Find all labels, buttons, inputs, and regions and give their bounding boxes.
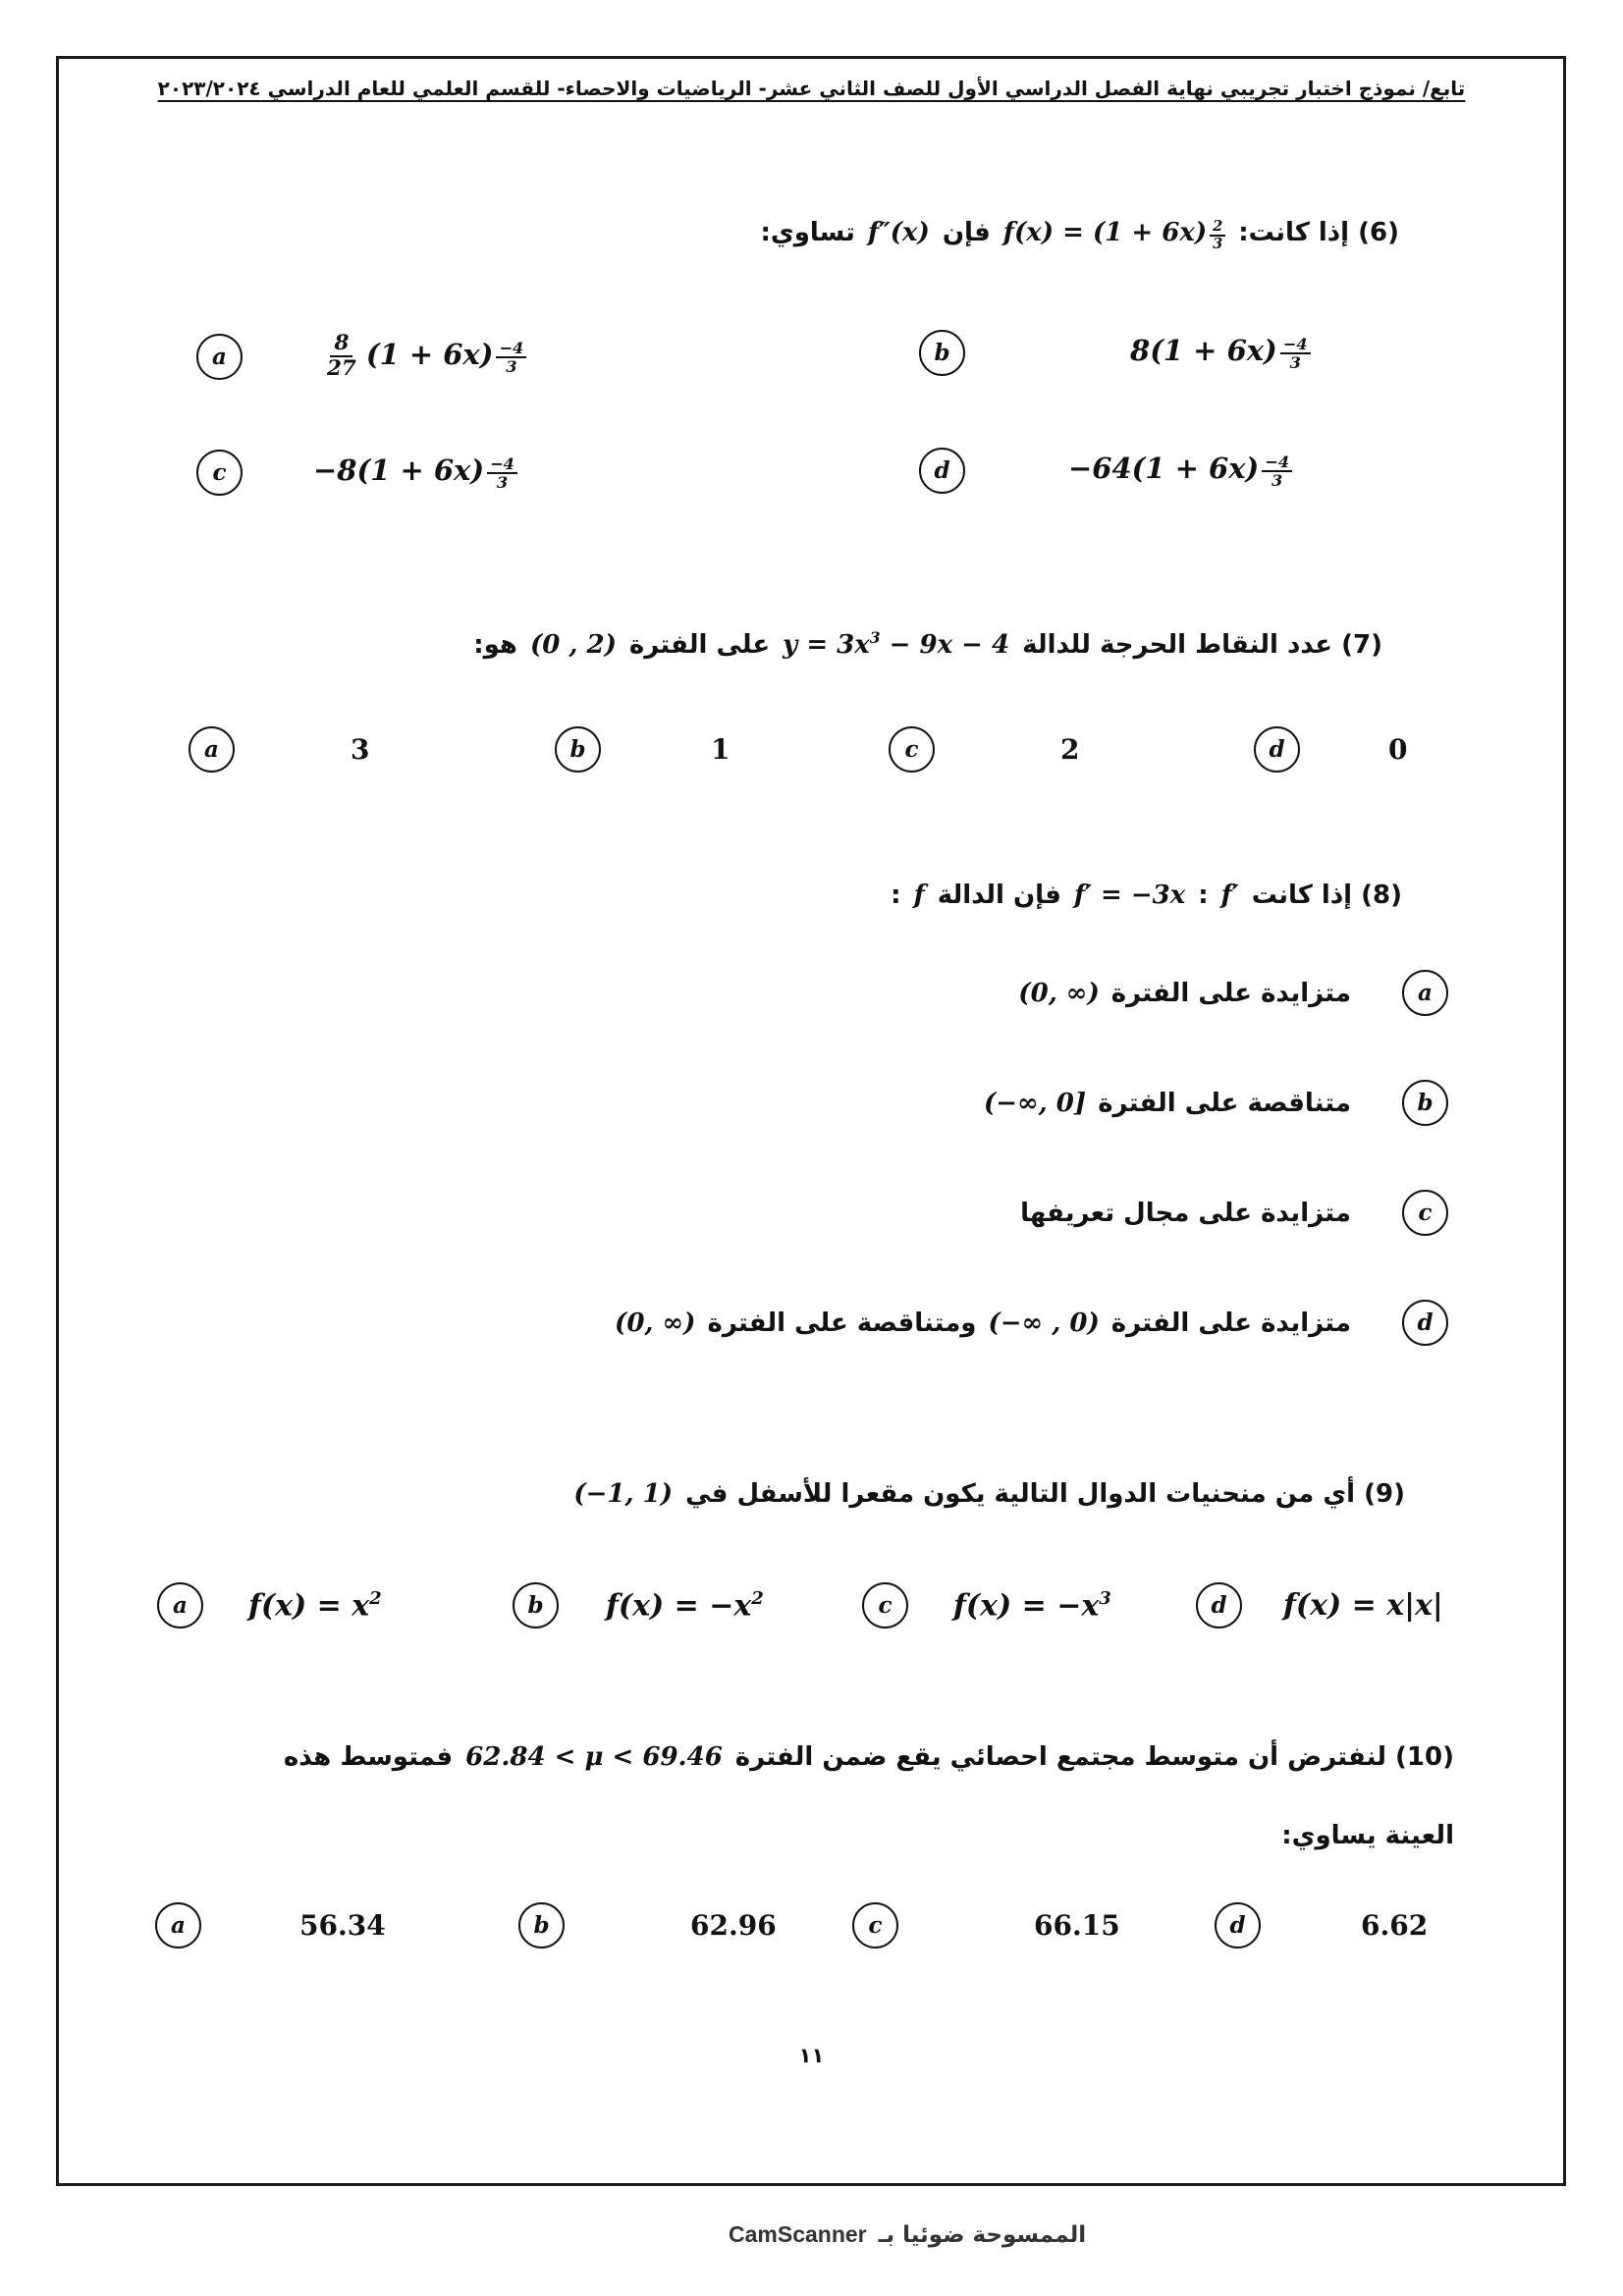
q7-option-b-circle (555, 726, 601, 773)
q8-option-b-circle (1402, 1080, 1448, 1126)
q6-function-formula (1003, 218, 1225, 251)
q8-option-b-interval: (−∞, 0] (983, 1088, 1087, 1118)
exponent: 2 (369, 1587, 382, 1609)
option-letter: d (1229, 1912, 1246, 1939)
q7-option-a (189, 726, 369, 773)
q7-option-d (1254, 726, 1407, 773)
q9-option-d-formula: f(x) = x|x| (1283, 1588, 1443, 1623)
exponent-fraction: $\frac{-4}{3}$ (487, 455, 517, 492)
option-letter: d (934, 457, 950, 484)
option-letter: c (212, 459, 227, 486)
q10-inequality: 62.84 < μ < 69.46 (465, 1742, 723, 1772)
option-letter: d (1269, 736, 1285, 763)
q6-option-a-circle (196, 334, 243, 380)
exponent-fraction: $\frac{2}{3}$ (1210, 219, 1225, 251)
q6-option-c (196, 450, 517, 496)
q8-option-d-interval-1: (−∞ , 0) (988, 1308, 1100, 1338)
q8-option-a-text: متزايدة على الفترة (0, ∞) (1018, 978, 1351, 1008)
q9-option-d-circle (1196, 1582, 1242, 1629)
q8-option-a (1018, 970, 1448, 1016)
q10-option-b-circle (518, 1902, 565, 1949)
q7-option-b (555, 726, 730, 773)
q7-option-a-value: 3 (351, 733, 370, 766)
q7-text-c: هو: (473, 630, 517, 661)
q6-option-b-formula: 8(1 + 6x) $\frac{-4}{3}$ (1130, 334, 1311, 372)
q6-option-b-circle (919, 330, 965, 376)
option-letter: b (533, 1912, 550, 1939)
q9-option-b-circle (513, 1582, 559, 1629)
q7-interval: (0 , 2) (529, 630, 617, 661)
q8-option-c (1020, 1190, 1448, 1236)
option-letter: c (1418, 1200, 1433, 1226)
q8-option-b (984, 1080, 1448, 1126)
question-7-stem (473, 628, 1382, 660)
q6-option-c-formula: −8(1 + 6x) $\frac{-4}{3}$ (313, 454, 517, 492)
q10-text-c: العينة يساوي: (1281, 1821, 1454, 1850)
q6-option-a (196, 332, 526, 381)
camscanner-brand: CamScanner (729, 2221, 867, 2247)
q6-option-d-circle (919, 448, 965, 494)
q8-option-b-text: متناقصة على الفترة (−∞, 0] (983, 1088, 1351, 1118)
exponent: 3 (1099, 1587, 1111, 1609)
page-number: ١١ (798, 2044, 825, 2067)
option-letter: d (1417, 1309, 1434, 1336)
q6-option-d-formula: −64(1 + 6x) $\frac{-4}{3}$ (1068, 452, 1292, 490)
q9-option-a (157, 1582, 382, 1629)
q7-option-c-circle (889, 726, 935, 773)
q9-text: (9) أي من منحنيات الدوال التالية يكون مقعرا للأسفل في (685, 1479, 1405, 1509)
option-letter: c (878, 1592, 893, 1619)
q6-middle-text: فإن (942, 218, 991, 247)
question-10-stem-line2 (1281, 1821, 1454, 1850)
question-9-stem (573, 1479, 1405, 1509)
q8-option-d (615, 1300, 1448, 1346)
q7-option-a-circle (189, 726, 235, 773)
q7-option-c-value: 2 (1060, 733, 1080, 766)
q8-separator: : (1198, 881, 1209, 910)
option-letter: a (204, 736, 219, 763)
q9-option-a-formula: $f(x) = x^2$ (248, 1587, 382, 1624)
exponent-fraction: $\frac{-4}{3}$ (1262, 454, 1292, 490)
q8-f: f (913, 881, 925, 910)
q8-colon: : (891, 881, 901, 910)
q6-intro-text: (6) إذا كانت: (1238, 218, 1399, 247)
q10-option-a (155, 1902, 386, 1949)
q9-option-d (1196, 1582, 1443, 1629)
q10-option-d-circle (1215, 1902, 1261, 1949)
q9-option-b-formula: $f(x) = -x^2$ (606, 1587, 764, 1624)
option-letter: a (171, 1912, 186, 1939)
option-letter: c (904, 736, 919, 763)
option-letter: a (173, 1592, 188, 1619)
q9-option-a-circle (157, 1582, 203, 1629)
q9-option-b (513, 1582, 764, 1629)
q8-option-c-circle (1402, 1190, 1448, 1236)
q7-text-a: (7) عدد النقاط الحرجة للدالة (1022, 630, 1382, 661)
option-letter: d (1211, 1592, 1227, 1619)
q10-text-b: فمتوسط هذه (283, 1742, 454, 1772)
q10-option-d-value: 6.62 (1361, 1909, 1429, 1942)
q8-option-a-interval: (0, ∞) (1018, 978, 1100, 1008)
q10-option-b-value: 62.96 (690, 1909, 777, 1942)
q10-option-c (852, 1902, 1120, 1949)
q8-option-d-circle (1402, 1300, 1448, 1346)
option-letter: b (934, 340, 950, 366)
option-letter: a (1418, 980, 1433, 1006)
question-6-stem (761, 218, 1399, 251)
q10-option-b (518, 1902, 777, 1949)
option-letter: b (527, 1592, 544, 1619)
q7-function-formula: $y = 3x^3 - 9x - 4$ (783, 628, 1010, 661)
option-letter: c (868, 1912, 883, 1939)
q8-fprime: f′ (1220, 881, 1239, 910)
q8-derivative-formula: f′ = −3x (1073, 881, 1186, 910)
question-10-stem-line1 (284, 1742, 1454, 1772)
q6-outro-text: تساوي: (760, 218, 855, 247)
coefficient-fraction: $\frac{8}{27}$ (327, 331, 356, 382)
q7-option-d-value: 0 (1388, 733, 1408, 766)
q10-option-a-value: 56.34 (299, 1909, 386, 1942)
q9-interval: (−1, 1) (573, 1479, 674, 1509)
q8-option-d-text: متزايدة على الفترة (−∞ , 0) ومتناقصة على الفترة (0, ∞) (615, 1308, 1351, 1338)
q8-text-b: فإن الدالة (937, 881, 1061, 910)
q7-option-c (889, 726, 1079, 773)
q7-text-b: على الفترة (628, 630, 771, 661)
q6-option-c-circle (196, 450, 243, 496)
q10-text-a: (10) لنفترض أن متوسط مجتمع احصائي يقع ضمن الفترة (734, 1742, 1454, 1772)
exponent-fraction: $\frac{-4}{3}$ (496, 340, 526, 376)
q10-option-d (1215, 1902, 1428, 1949)
q7-option-b-value: 1 (711, 733, 730, 766)
option-letter: b (1417, 1090, 1434, 1116)
q9-option-c-formula: $f(x) = -x^3$ (953, 1587, 1111, 1624)
q10-option-c-circle (852, 1902, 898, 1949)
document-header (93, 77, 1530, 100)
q9-option-c-circle (862, 1582, 908, 1629)
q6-option-d (919, 448, 1292, 494)
question-8-stem (891, 881, 1402, 910)
exponent-fraction: $\frac{-4}{3}$ (1280, 336, 1311, 372)
q9-option-c (862, 1582, 1111, 1629)
q8-option-c-text: متزايدة على مجال تعريفها (1020, 1198, 1351, 1228)
q6-option-b (919, 330, 1311, 376)
q8-option-a-circle (1402, 970, 1448, 1016)
exponent: 2 (751, 1587, 764, 1609)
q8-option-d-interval-2: (0, ∞) (615, 1308, 696, 1338)
q6-fx: f(x) = (1 + 6x) (1002, 218, 1208, 247)
option-letter: a (212, 343, 227, 370)
header-title: تابع/ نموذج اختبار تجريبي نهاية الفصل الدراسي الأول للصف الثاني عشر- الرياضيات والاحصاء- للقسم العلمي للعام الدراسي ٢٠٢٣/٢٠٢٤ (157, 77, 1466, 100)
option-letter: b (569, 736, 586, 763)
q10-option-c-value: 66.15 (1034, 1909, 1120, 1942)
cube-exponent: 3 (869, 628, 881, 647)
q7-option-d-circle (1254, 726, 1300, 773)
q10-option-a-circle (155, 1902, 201, 1949)
q6-second-derivative: f″(x) (867, 218, 930, 247)
q6-option-a-formula: $\frac{8}{27}$ (1 + 6x) $\frac{-4}{3}$ (323, 332, 526, 381)
footer-text: الممسوحة ضوئيا بـ (878, 2221, 1087, 2248)
q8-text-a: (8) إذا كانت (1251, 881, 1402, 910)
camscanner-footer (729, 2221, 1086, 2248)
